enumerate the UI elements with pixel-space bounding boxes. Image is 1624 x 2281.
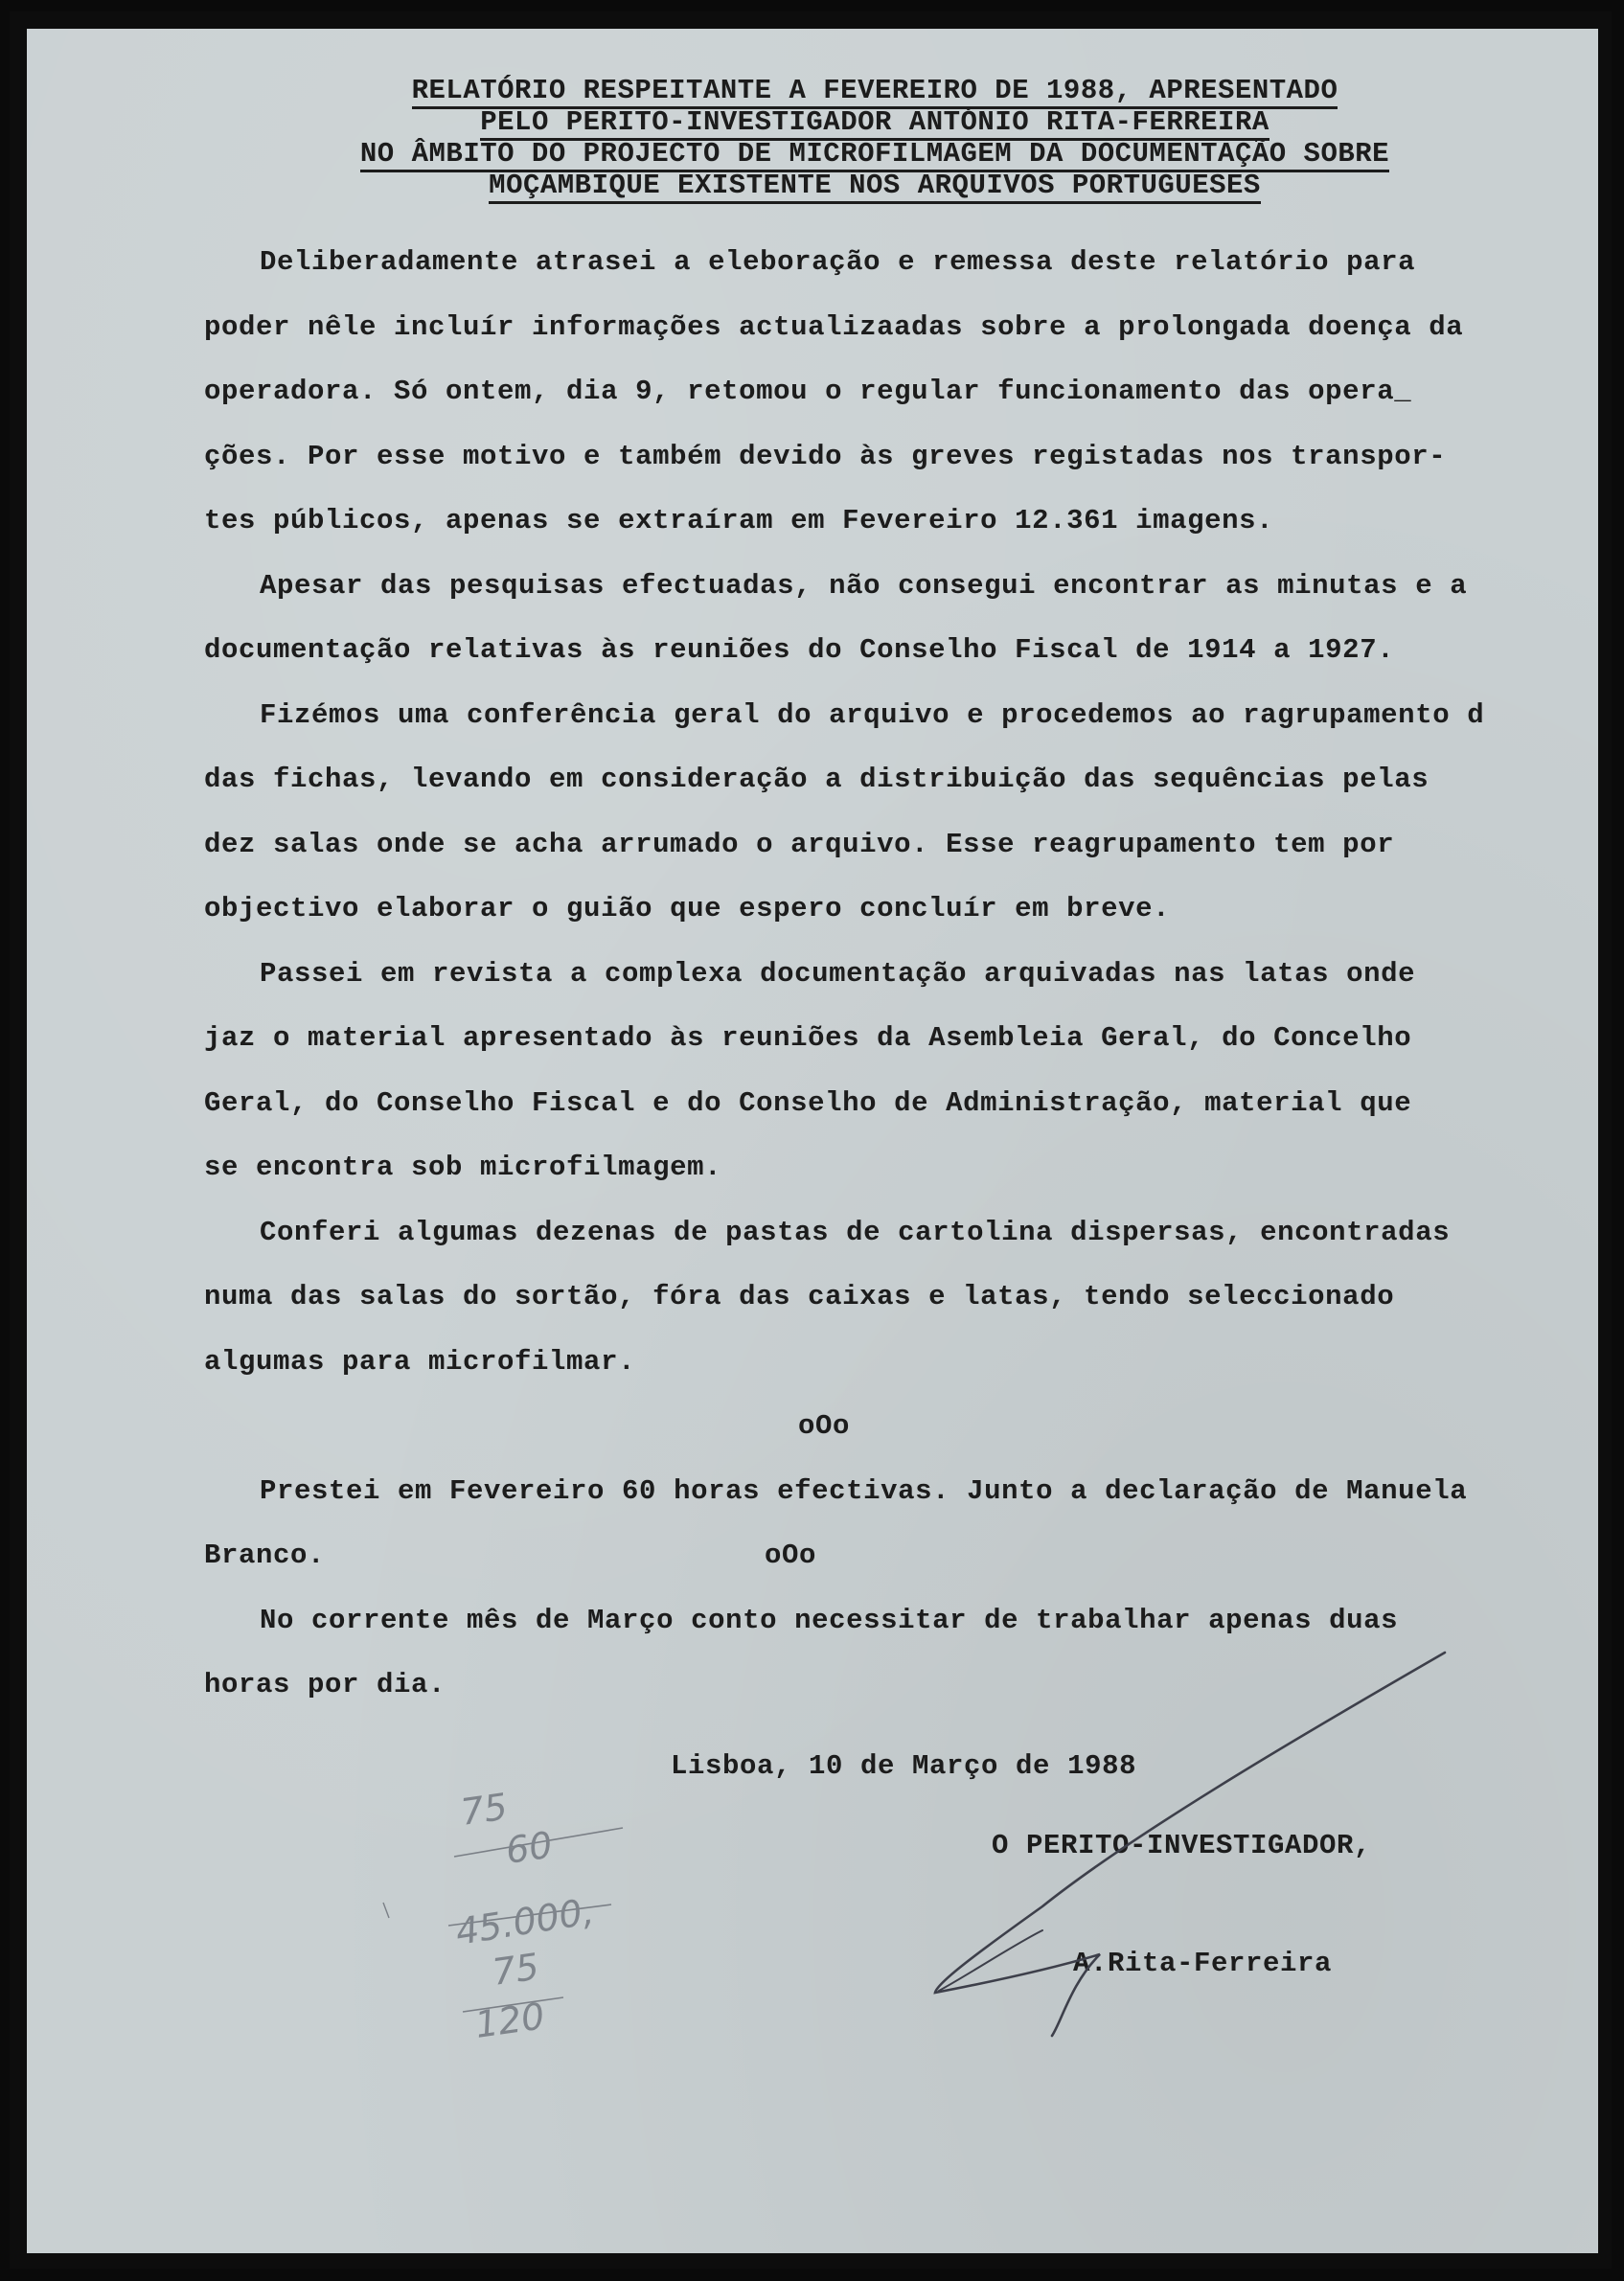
section-separator: oOo [765,1540,817,1571]
title-line-3: NO ÂMBITO DO PROJECTO DE MICROFILMAGEM DA DOCUMENTAÇÃO SOBRE [276,138,1474,170]
body-line: tes públicos, apenas se extraíram em Fevereiro 12.361 imagens. [204,505,1274,536]
body-line: se encontra sob microfilmagem. [204,1152,722,1183]
body-line: ções. Por esse motivo e também devido às greves registadas nos transpor- [204,440,1447,472]
handwritten-note: 45.000, [452,1889,597,1953]
body-line: algumas para microfilmar. [204,1345,636,1378]
body-line: poder nêle incluír informações actualizaadas sobre a prolongada doença da [204,310,1464,343]
document-frame [10,11,1612,2269]
title-line-2: PELO PERITO-INVESTIGADOR ANTÓNIO RITA-FERREIRA [276,106,1474,138]
document-page [27,29,1598,2253]
calc-line [383,1903,389,1918]
body-line-text: Branco. [204,1540,326,1571]
place-date: Lisboa, 10 de Março de 1988 [671,1750,1137,1782]
body-line: Passei em revista a complexa documentação arquivadas nas latas onde [260,957,1416,990]
handwritten-note: 75 [490,1945,542,1994]
body-line: jaz o material apresentado às reuniões da Asembleia Geral, do Concelho [204,1022,1412,1054]
title-line-1: RELATÓRIO RESPEITANTE A FEVEREIRO DE 1988, APRESENTADO [276,75,1474,106]
handwritten-note: 75 [458,1785,511,1834]
body-line: numa das salas do sortão, fóra das caixas e latas, tendo seleccionado [204,1281,1395,1312]
section-separator: oOo [798,1410,851,1442]
body-line: Apesar das pesquisas efectuadas, não consegui encontrar as minutas e a [260,569,1468,602]
body-line: operadora. Só ontem, dia 9, retomou o regular funcionamento das opera_ [204,376,1412,407]
body-line: horas por dia. [204,1669,446,1700]
signatory-role: O PERITO-INVESTIGADOR, [992,1830,1372,1861]
body-line: dez salas onde se acha arrumado o arquivo. Esse reagrupamento tem por [204,828,1395,860]
signature-mark [935,1653,1445,2036]
body-line: documentação relativas às reuniões do Conselho Fiscal de 1914 a 1927. [204,634,1395,666]
handwriting-overlay [27,29,1598,2253]
body-line: objectivo elaborar o guião que espero concluír em breve. [204,893,1171,924]
body-line: Fizémos uma conferência geral do arquivo e procedemos ao ragrupamento d [260,698,1485,731]
body-line: Prestei em Fevereiro 60 horas efectivas. Junto a declaração de Manuela [260,1474,1468,1507]
signatory-name: A.Rita-Ferreira [1073,1948,1333,1979]
handwritten-note: 60 [503,1823,556,1872]
handwritten-note: 120 [472,1995,548,2046]
body-line: das fichas, levando em consideração a distribuição das sequências pelas [204,764,1430,795]
body-line: Conferi algumas dezenas de pastas de cartolina dispersas, encontradas [260,1216,1451,1248]
body-line: No corrente mês de Março conto necessitar de trabalhar apenas duas [260,1604,1399,1636]
body-line: Deliberadamente atrasei a eleboração e remessa deste relatório para [260,246,1416,278]
title-line-4: MOÇAMBIQUE EXISTENTE NOS ARQUIVOS PORTUGUESES [276,170,1474,201]
body-line: Geral, do Conselho Fiscal e do Conselho de Administração, material que [204,1086,1412,1119]
